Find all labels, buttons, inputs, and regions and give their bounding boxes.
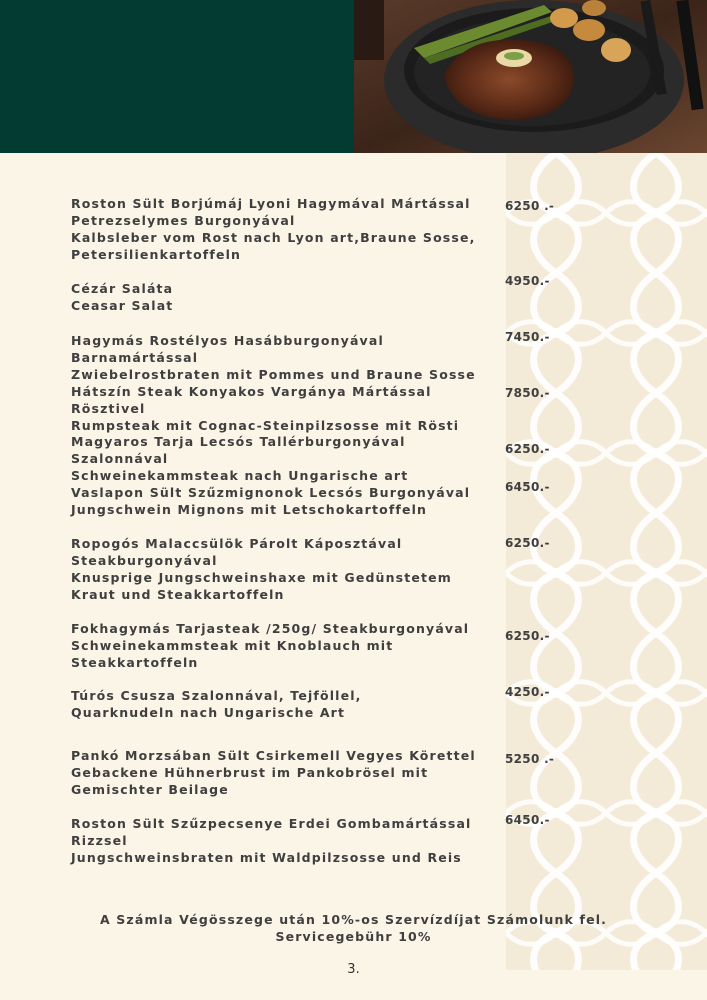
dish-price: 5250 .- bbox=[505, 752, 555, 766]
menu-item bbox=[71, 280, 496, 314]
dish-price: 7450.- bbox=[505, 330, 550, 344]
steak-photo bbox=[354, 0, 707, 153]
page-number: 3. bbox=[347, 962, 360, 977]
dish-price: 6450.- bbox=[505, 813, 550, 827]
dish-name-de: Jungschwein Mignons mit Letschokartoffeln bbox=[71, 502, 428, 517]
menu-item bbox=[71, 195, 496, 263]
dish-name-hu: Túrós Csusza Szalonnával, Tejföllel, bbox=[71, 688, 362, 703]
menu-item bbox=[71, 535, 496, 603]
dish-price: 4950.- bbox=[505, 274, 550, 288]
menu-item bbox=[71, 620, 496, 671]
dish-name-hu: Fokhagymás Tarjasteak /250g/ Steakburgonyával bbox=[71, 621, 470, 636]
dish-name-hu: Roston Sült Borjúmáj Lyoni Hagymával Mártással Petrezselymes Burgonyával bbox=[71, 196, 471, 228]
menu-item bbox=[71, 383, 496, 434]
menu-item bbox=[71, 433, 496, 484]
dish-name-de: Knusprige Jungschweinshaxe mit Gedünstetem Kraut und Steakkartoffeln bbox=[71, 570, 452, 602]
dish-name-hu: Roston Sült Szűzpecsenye Erdei Gombamártással Rizzsel bbox=[71, 816, 472, 848]
service-charge-hu: A Számla Végösszege után 10%-os Szervízdíjat Számolunk fel. bbox=[99, 912, 608, 927]
dish-name-de: Ceasar Salat bbox=[71, 298, 174, 313]
dish-price: 4250.- bbox=[505, 685, 550, 699]
dish-price: 6450.- bbox=[505, 480, 550, 494]
dish-price: 6250.- bbox=[505, 629, 550, 643]
menu-item bbox=[71, 747, 496, 798]
dish-name-de: Gebackene Hühnerbrust im Pankobrösel mit Gemischter Beilage bbox=[71, 765, 429, 797]
dish-name-hu: Magyaros Tarja Lecsós Tallérburgonyával Szalonnával bbox=[71, 434, 406, 466]
dish-name-hu: Cézár Saláta bbox=[71, 281, 174, 296]
dish-name-de: Schweinekammsteak mit Knoblauch mit Steakkartoffeln bbox=[71, 638, 394, 670]
dish-name-hu: Vaslapon Sült Szűzmignonok Lecsós Burgonyával bbox=[71, 485, 471, 500]
header-color-block bbox=[0, 0, 354, 153]
menu-item bbox=[71, 687, 496, 721]
service-charge-de: Servicegebühr 10% bbox=[275, 929, 432, 944]
dish-price: 7850.- bbox=[505, 386, 550, 400]
menu-item bbox=[71, 332, 496, 383]
dish-name-de: Jungschweinsbraten mit Waldpilzsosse und Reis bbox=[71, 850, 462, 865]
dish-name-de: Rumpsteak mit Cognac-Steinpilzsosse mit Rösti bbox=[71, 418, 460, 433]
dish-name-de: Schweinekammsteak nach Ungarische art bbox=[71, 468, 409, 483]
dish-name-hu: Hagymás Rostélyos Hasábburgonyával Barnamártással bbox=[71, 333, 384, 365]
dish-price: 6250 .- bbox=[505, 199, 555, 213]
header bbox=[0, 0, 707, 153]
steak-photo-illustration bbox=[354, 0, 707, 153]
menu-item bbox=[71, 484, 496, 518]
dish-name-de: Kalbsleber vom Rost nach Lyon art,Braune Sosse, Petersilienkartoffeln bbox=[71, 230, 476, 262]
dish-name-de: Zwiebelrostbraten mit Pommes und Braune Sosse bbox=[71, 367, 476, 382]
dish-name-hu: Pankó Morzsában Sült Csirkemell Vegyes Körettel bbox=[71, 748, 476, 763]
dish-name-de: Quarknudeln nach Ungarische Art bbox=[71, 705, 346, 720]
dish-name-hu: Hátszín Steak Konyakos Vargánya Mártással Rösztivel bbox=[71, 384, 432, 416]
dish-price: 6250.- bbox=[505, 536, 550, 550]
dish-name-hu: Ropogós Malaccsülök Párolt Káposztával Steakburgonyával bbox=[71, 536, 403, 568]
service-charge-note bbox=[0, 911, 707, 945]
menu-item bbox=[71, 815, 496, 866]
dish-price: 6250.- bbox=[505, 442, 550, 456]
